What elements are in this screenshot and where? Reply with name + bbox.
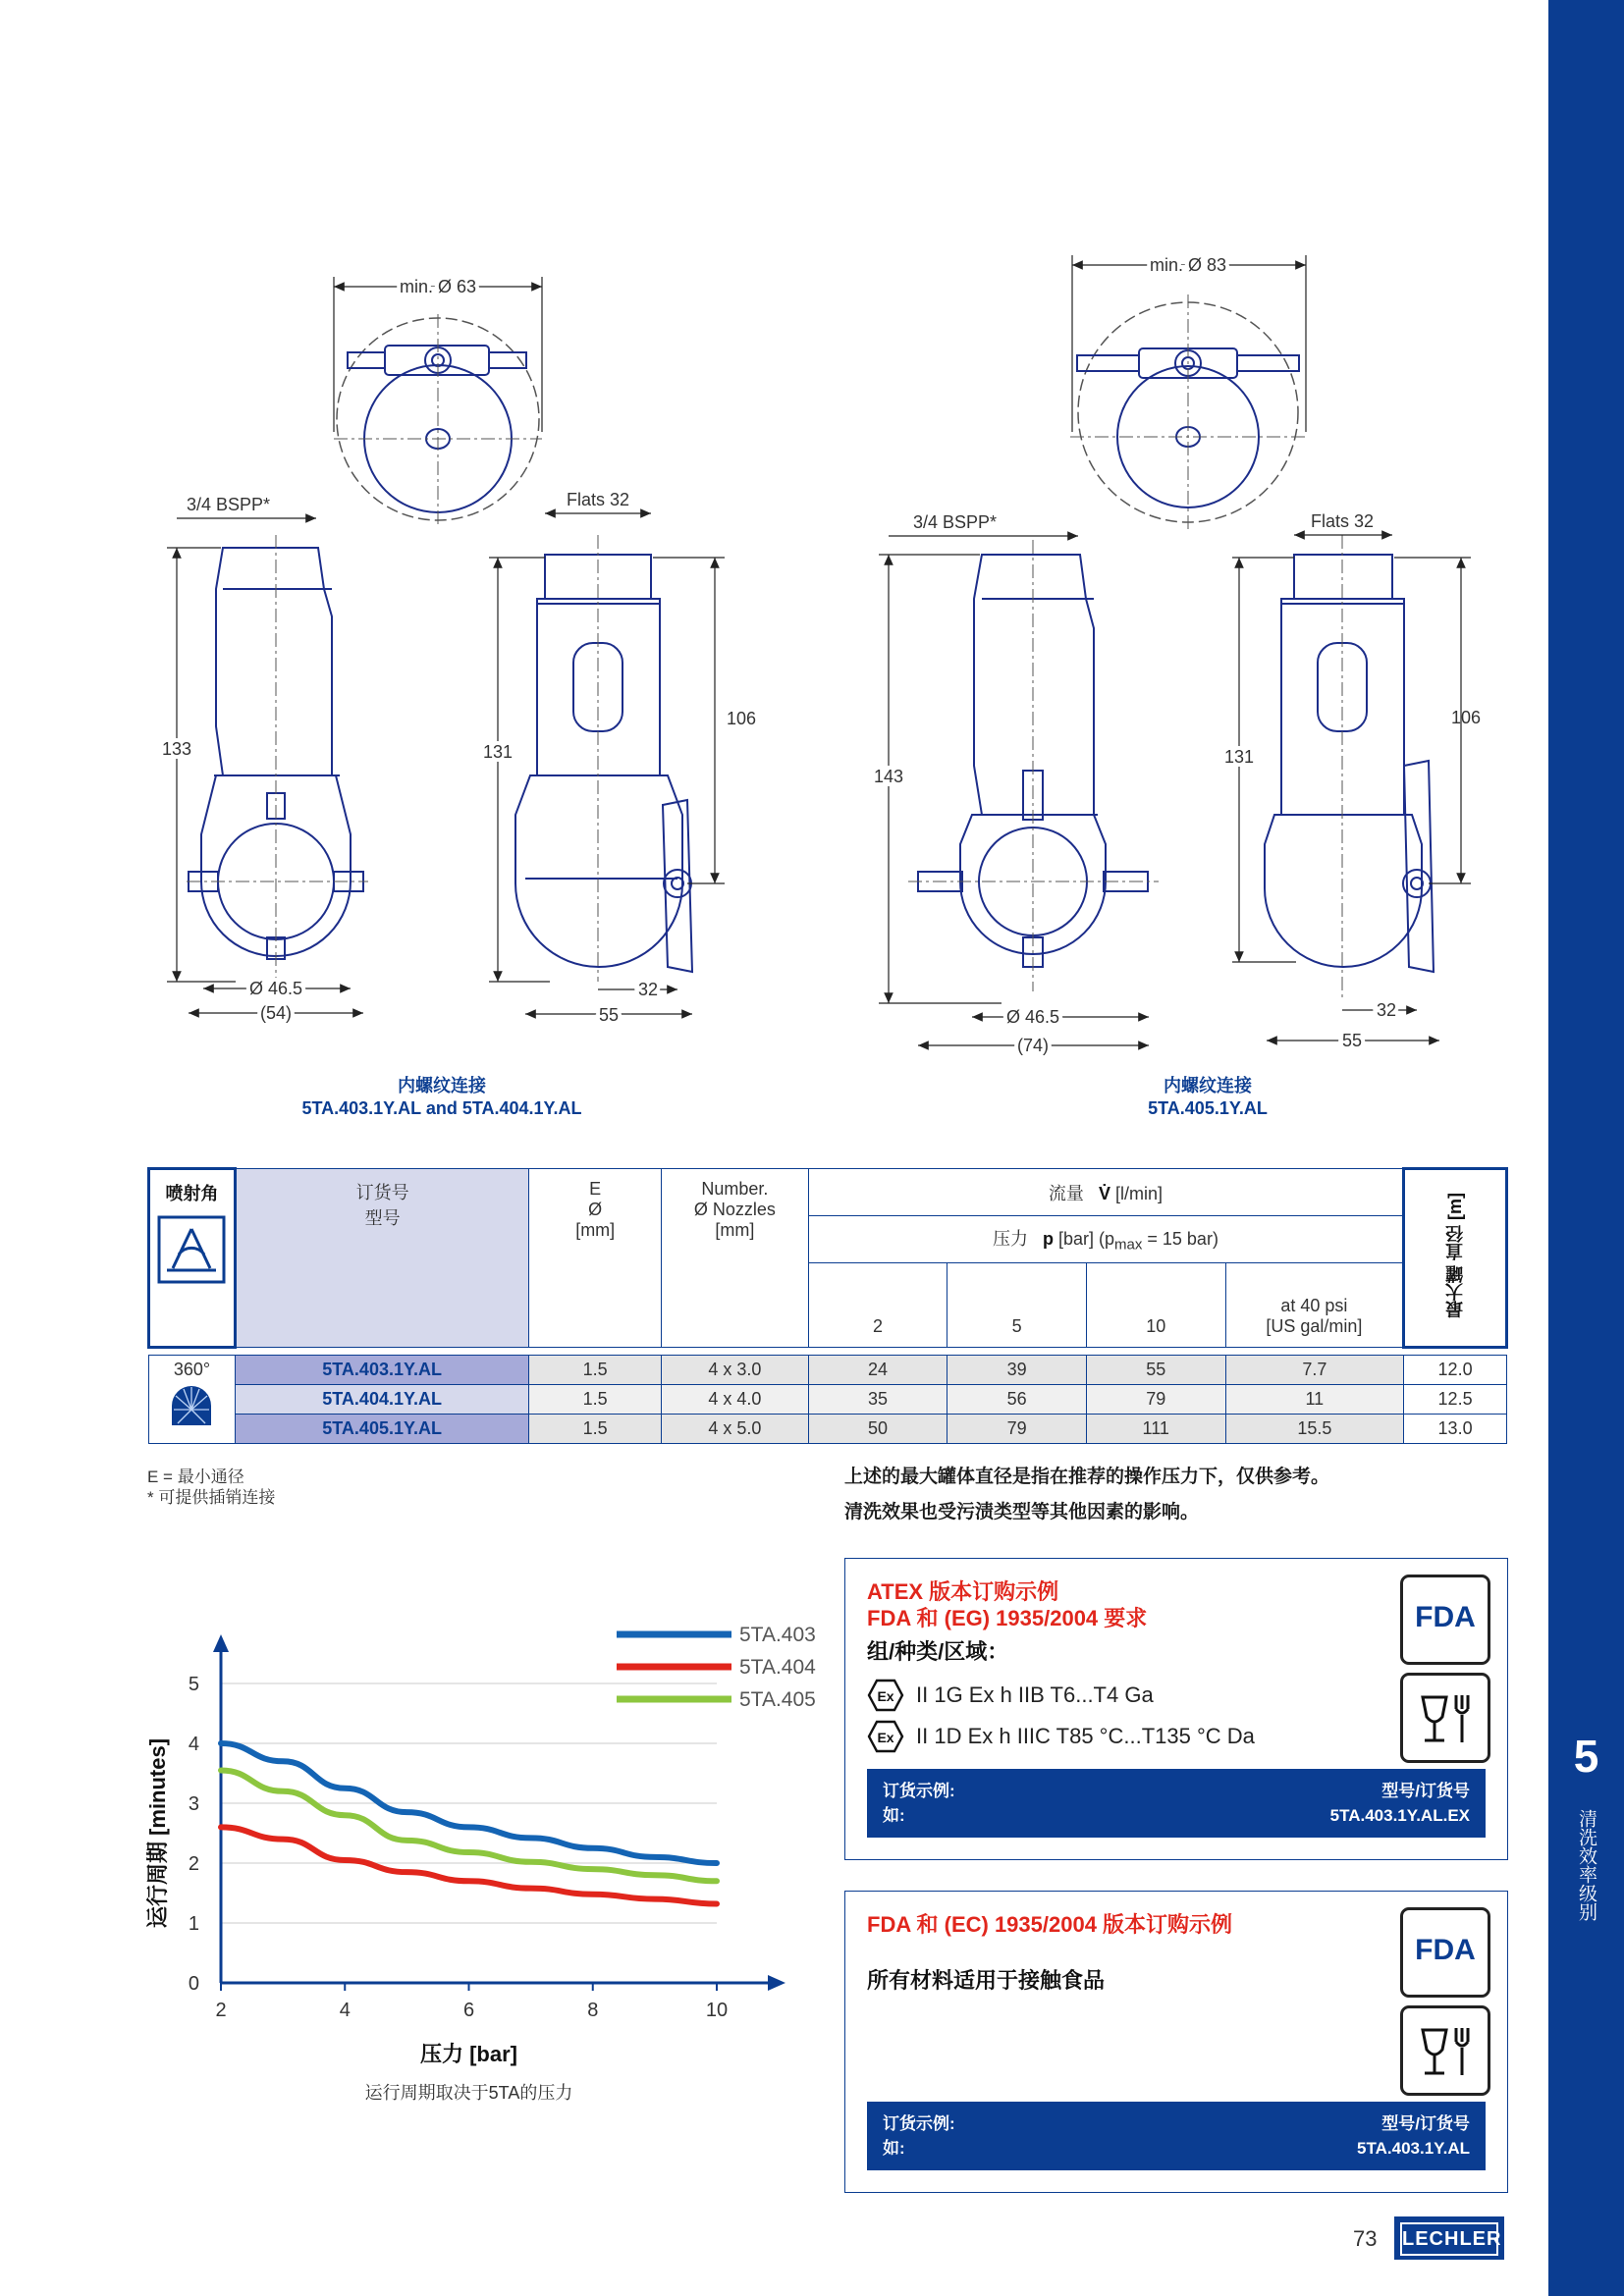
angle-cell	[149, 1356, 236, 1444]
pressure-col-10: 10	[1086, 1263, 1225, 1348]
order-label-2: 型号	[364, 1208, 401, 1228]
pressure-label: 压力	[992, 1229, 1028, 1250]
fda-order-box	[844, 1891, 1508, 2193]
atex-order-value: 5TA.403.1Y.AL.EX	[1329, 1806, 1470, 1825]
x-tick-label: 4	[339, 2000, 351, 2021]
chapter-number: 5	[1573, 1731, 1599, 1782]
right-thread: 3/4 BSPP*	[913, 512, 998, 532]
e-label-3: [mm]	[575, 1220, 616, 1240]
left-side-view	[187, 535, 368, 982]
e-label-2: Ø	[588, 1200, 603, 1219]
flow-symbol: V̇	[1098, 1183, 1110, 1203]
nozzles-label-2: Ø Nozzles	[693, 1200, 776, 1219]
left-h-body: 131	[482, 742, 514, 762]
right-flats: Flats 32	[1310, 511, 1375, 531]
fda-badge-text: FDA	[1415, 1601, 1476, 1633]
atex-order-right: 型号/订货号	[1381, 1782, 1470, 1800]
atex-title	[867, 1578, 1147, 1631]
spray-angle-icon	[157, 1215, 226, 1284]
left-bore: Ø 46.5	[248, 979, 303, 998]
left-drawing-caption	[245, 1075, 638, 1120]
table-row	[149, 1356, 1507, 1385]
tank-cell: 12.0	[1404, 1356, 1507, 1385]
atex-order-box	[844, 1558, 1508, 1860]
ex-value-2: II 1D Ex h IIIC T85 °C...T135 °C Da	[916, 1724, 1255, 1748]
left-front-view	[515, 535, 692, 982]
left-thread: 3/4 BSPP*	[187, 495, 271, 514]
x-tick-label: 2	[215, 2000, 227, 2021]
tank-cell: 13.0	[1404, 1415, 1507, 1444]
right-caption-line2: 5TA.405.1Y.AL	[1148, 1098, 1268, 1118]
spray-angle-header	[149, 1169, 236, 1348]
right-caption-line1: 内螺纹连接	[1164, 1076, 1252, 1095]
spec-table	[147, 1167, 1508, 1444]
flow-psi-cell: 7.7	[1225, 1356, 1404, 1385]
technical-drawings	[0, 0, 1532, 1129]
nozzles-label-3: [mm]	[715, 1220, 755, 1240]
ex-hexagon-icon	[867, 1720, 904, 1753]
model-cell: 5TA.405.1Y.AL	[235, 1415, 528, 1444]
right-h-body: 131	[1223, 747, 1255, 767]
atex-order-label-2: 如:	[883, 1806, 905, 1825]
fda-desc: 所有材料适用于接触食品	[867, 1968, 1106, 1993]
chapter-sidebar	[1548, 0, 1624, 2296]
tank-notes	[844, 1460, 1329, 1530]
ex-line-2	[867, 1716, 1255, 1757]
pressure-col-5: 5	[947, 1263, 1087, 1348]
left-caption-line2: 5TA.403.1Y.AL and 5TA.404.1Y.AL	[301, 1098, 582, 1118]
fda-order-label: 订货示例:	[883, 2114, 955, 2133]
fda-badge	[1400, 1575, 1490, 1665]
tank-note-1: 上述的最大罐体直径是指在推荐的操作压力下，仅供参考。	[844, 1467, 1330, 1487]
y-axis-label: 运行周期 [minutes]	[145, 1737, 170, 1929]
chapter-label-text: 清洗效率级别	[1576, 1809, 1597, 1921]
y-tick-label: 3	[188, 1793, 199, 1815]
e-cell: 1.5	[529, 1356, 662, 1385]
e-label-1: E	[589, 1179, 602, 1199]
flow-unit: [l/min]	[1114, 1183, 1163, 1203]
fda-badge-text: FDA	[1415, 1934, 1476, 1966]
table-row	[149, 1415, 1507, 1444]
pressure-unit: [bar] (p	[1058, 1229, 1115, 1250]
legend-label: 5TA.405	[739, 1688, 816, 1711]
left-top-view	[334, 314, 542, 525]
pressure-max: = 15 bar)	[1147, 1229, 1218, 1250]
food-safe-icon	[1400, 2005, 1490, 2096]
pressure-symbol: p	[1042, 1229, 1054, 1250]
psi-label-2: [US gal/min]	[1266, 1316, 1363, 1336]
right-side-view	[908, 540, 1159, 991]
left-min-dia: min. Ø 63	[399, 277, 477, 296]
fda-order-bar	[867, 2102, 1486, 2170]
y-axis-arrow	[213, 1634, 229, 1652]
y-tick-label: 1	[188, 1913, 199, 1935]
atex-group: 组/种类/区域：	[867, 1639, 1009, 1664]
flow-header	[808, 1169, 1403, 1216]
lechler-logo-text: LECHLER	[1400, 2222, 1498, 2256]
atex-title-1: ATEX 版本订购示例	[867, 1579, 1059, 1604]
flow-10-cell: 55	[1086, 1356, 1225, 1385]
table-row	[149, 1385, 1507, 1415]
lechler-logo	[1394, 2216, 1504, 2260]
nozzles-label-1: Number.	[701, 1179, 769, 1199]
right-min-dia: min. Ø 83	[1149, 255, 1227, 275]
e-cell: 1.5	[529, 1385, 662, 1415]
atex-order-bar	[867, 1769, 1486, 1838]
left-dim55: 55	[598, 1005, 620, 1025]
max-tank-header	[1404, 1169, 1507, 1348]
spray-angle-label: 喷射角	[165, 1184, 219, 1203]
left-flats: Flats 32	[566, 490, 630, 509]
right-drawing-caption	[1011, 1075, 1404, 1120]
right-top-view	[1070, 294, 1306, 530]
ex-line-1	[867, 1675, 1255, 1716]
nozzles-cell: 4 x 4.0	[662, 1385, 809, 1415]
tank-cell: 12.5	[1404, 1385, 1507, 1415]
y-tick-label: 4	[188, 1734, 199, 1755]
flow-2-cell: 50	[808, 1415, 947, 1444]
flow-psi-cell: 11	[1225, 1385, 1404, 1415]
right-dim32: 32	[1376, 1000, 1397, 1020]
fda-order-label-2: 如:	[883, 2139, 905, 2158]
fda-order-right: 型号/订货号	[1381, 2114, 1470, 2133]
order-label-1: 订货号	[355, 1183, 409, 1202]
series-line-5TA.404	[221, 1827, 717, 1903]
psi-label-1: at 40 psi	[1280, 1296, 1348, 1315]
legend-label: 5TA.404	[739, 1656, 816, 1679]
flow-10-cell: 79	[1086, 1385, 1225, 1415]
nozzles-cell: 4 x 5.0	[662, 1415, 809, 1444]
order-number-header	[235, 1169, 528, 1348]
right-width: (74)	[1016, 1036, 1050, 1055]
nozzles-cell: 4 x 3.0	[662, 1356, 809, 1385]
right-h-upper: 106	[1451, 708, 1482, 727]
e-header	[529, 1169, 662, 1348]
x-tick-label: 8	[587, 2000, 599, 2021]
flow-5-cell: 56	[947, 1385, 1087, 1415]
right-dim55: 55	[1341, 1031, 1363, 1050]
food-safe-icon	[1400, 1673, 1490, 1763]
svg-text:Ex: Ex	[877, 1730, 894, 1745]
flow-2-cell: 24	[808, 1356, 947, 1385]
tank-note-2: 清洗效果也受污渍类型等其他因素的影响。	[844, 1502, 1200, 1522]
spray-360-icon	[170, 1384, 213, 1427]
left-h-total: 133	[161, 739, 192, 759]
atex-order-label: 订货示例:	[883, 1782, 955, 1800]
footnotes	[147, 1467, 275, 1508]
cycle-time-chart	[137, 1600, 825, 2110]
max-tank-label-1: 最大罐	[1445, 1265, 1466, 1318]
flow-psi-cell: 15.5	[1225, 1415, 1404, 1444]
left-caption-line1: 内螺纹连接	[398, 1076, 486, 1095]
model-cell: 5TA.403.1Y.AL	[235, 1356, 528, 1385]
y-tick-label: 5	[188, 1674, 199, 1695]
y-tick-label: 2	[188, 1853, 199, 1875]
fda-title: FDA 和 (EC) 1935/2004 版本订购示例	[867, 1912, 1233, 1937]
ex-hexagon-icon	[867, 1679, 904, 1712]
flow-2-cell: 35	[808, 1385, 947, 1415]
page-number: 73	[1353, 2226, 1378, 2251]
pressure-col-2: 2	[808, 1263, 947, 1348]
chart-caption: 运行周期取决于5TA的压力	[364, 2083, 573, 2103]
y-tick-label: 0	[188, 1973, 199, 1995]
x-axis-arrow	[768, 1975, 785, 1991]
right-bore: Ø 46.5	[1005, 1007, 1060, 1027]
angle-value: 360°	[173, 1360, 211, 1379]
left-dim32: 32	[637, 980, 659, 999]
x-tick-label: 6	[462, 2000, 475, 2021]
flow-5-cell: 39	[947, 1356, 1087, 1385]
nozzles-header	[662, 1169, 809, 1348]
ex-list	[867, 1675, 1255, 1757]
max-tank-label-2: 直径 [m]	[1445, 1192, 1466, 1260]
fda-order-value: 5TA.403.1Y.AL	[1357, 2139, 1470, 2158]
x-axis-label: 压力 [bar]	[419, 2042, 518, 2066]
legend-label: 5TA.403	[739, 1624, 816, 1646]
pressure-header	[808, 1216, 1403, 1263]
svg-text:Ex: Ex	[877, 1688, 894, 1704]
pressure-col-psi	[1225, 1263, 1404, 1348]
right-h-total: 143	[873, 767, 904, 786]
note-e: E = 最小通径	[147, 1468, 244, 1486]
ex-value-1: II 1G Ex h IIB T6...T4 Ga	[916, 1682, 1154, 1707]
fda-badge	[1400, 1907, 1490, 1998]
x-tick-label: 10	[705, 2000, 729, 2021]
chapter-label	[1574, 1796, 1597, 1934]
right-front-view	[1265, 535, 1434, 1001]
flow-10-cell: 111	[1086, 1415, 1225, 1444]
flow-label: 流量	[1048, 1183, 1084, 1203]
flow-5-cell: 79	[947, 1415, 1087, 1444]
pressure-sub: max	[1114, 1236, 1143, 1254]
left-width: (54)	[259, 1003, 293, 1023]
e-cell: 1.5	[529, 1415, 662, 1444]
atex-title-2: FDA 和 (EG) 1935/2004 要求	[867, 1606, 1148, 1630]
note-pin: * 可提供插销连接	[147, 1488, 276, 1507]
model-cell: 5TA.404.1Y.AL	[235, 1385, 528, 1415]
left-h-upper: 106	[727, 709, 757, 728]
